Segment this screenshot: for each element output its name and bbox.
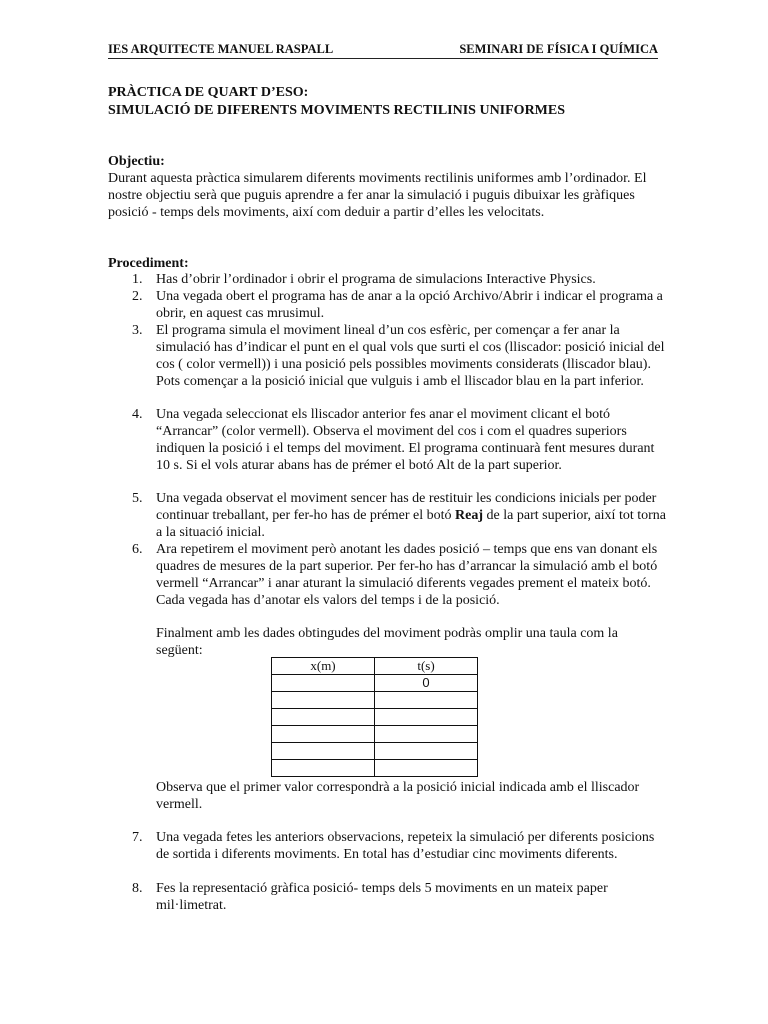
table-cell [272,692,375,709]
step-number: 3. [132,323,143,338]
column-header-time: t(s) [375,658,478,675]
step-number: 8. [132,881,143,896]
procedure-step [108,829,668,863]
procedure-step [108,322,668,390]
step-number: 7. [132,830,143,845]
reaj-button-name: Reaj [455,508,484,523]
data-table [271,657,478,777]
table-cell [272,709,375,726]
table-cell [375,726,478,743]
procedure-step [108,271,668,288]
department-name: SEMINARI DE FÍSICA I QUÍMICA [459,42,658,56]
table-cell [375,743,478,760]
step-number: 1. [132,272,143,287]
step-text: Una vegada obert el programa has de anar a la opció Archivo/Abrir i indicar el programa a obrir, en aquest cas mrusimul. [156,289,663,321]
school-name: IES ARQUITECTE MANUEL RASPALL [108,42,334,56]
title-line-2: SIMULACIÓ DE DIFERENTS MOVIMENTS RECTILINIS UNIFORMES [108,103,566,118]
procedure-step [108,288,668,322]
procedure-step [108,541,668,609]
procedure-heading: Procediment: [108,256,189,271]
step-number: 6. [132,542,143,557]
step-text-part: Una vegada observat el moviment sencer has de restituir les condicions inicials per poder continuar treballant, per fer-ho has de prémer el botó [156,491,657,523]
step-number: 4. [132,407,143,422]
table-cell [375,692,478,709]
procedure-step [108,490,668,541]
step-text: Una vegada seleccionat els lliscador anterior fes anar el moviment clicant el botó “Arrancar” (color vermell). Observa el moviment del cos i com el quadres superiors indiquen la posició i el temps del moviment. El programa continuarà fent mesures durant 10 s. Si el vols aturar abans has de prémer el botó Alt de la part superior. [156,407,655,473]
procedure-step [108,880,668,914]
step-text-part: de la part superior, així tot torna a la situació inicial. [156,508,666,540]
objective-heading: Objectiu: [108,154,165,169]
table-row [272,726,478,743]
table-row [272,692,478,709]
table-note: Observa que el primer valor correspondrà a la posició inicial indicada amb el lliscador vermell. [156,780,640,812]
step-text [156,490,668,541]
step-text: Ara repetirem el moviment però anotant les dades posició – temps que ens van donant els quadres de mesures de la part superior. Per fer-ho has d’arrancar la simulació amb el botó vermell “Arrancar” i anar aturant la simulació diferents vegades prement el mateix botó. Cada vegada has d’anotar els valors del temps i de la posició. [156,542,658,608]
objective-text: Durant aquesta pràctica simularem diferents moviments rectilinis uniformes amb l’ordinador. El nostre objectiu serà que puguis aprendre a fer anar la simulació i puguis dibuixar les gràfiques posició - temps dels moviments, així com deduir a partir d’elles les velocitats. [108,171,647,220]
document-title [108,84,668,120]
step-number: 5. [132,491,143,506]
page-header [108,42,658,59]
table-cell: 0 [375,675,478,692]
table-row [272,743,478,760]
table-row [272,760,478,777]
step-text: El programa simula el moviment lineal d’un cos esfèric, per començar a fer anar la simulació has d’indicar el punt en el qual vols que surti el cos (lliscador: posició inicial del cos ( color vermell)) i una posició pels possibles moviments considerats (lliscador blau). Pots començar a la posició inicial que vulguis i amb el lliscador blau en la part inferior. [156,323,665,389]
table-cell [375,760,478,777]
table-row [272,675,478,692]
table-cell [272,743,375,760]
table-cell [272,726,375,743]
title-line-1: PRÀCTICA DE QUART D’ESO: [108,85,309,100]
step-number: 2. [132,289,143,304]
table-header-row [272,658,478,675]
table-cell [272,760,375,777]
step-text: Una vegada fetes les anteriors observacions, repeteix la simulació per diferents posicions de sortida i diferents moviments. En total has d’estudiar cinc moviments diferents. [156,830,655,862]
column-header-position: x(m) [272,658,375,675]
step-text: Fes la representació gràfica posició- temps dels 5 moviments en un mateix paper mil·limetrat. [156,881,608,913]
step-text: Has d’obrir l’ordinador i obrir el programa de simulacions Interactive Physics. [156,272,596,287]
procedure-step [108,406,668,474]
table-cell [272,675,375,692]
table-cell [375,709,478,726]
table-intro: Finalment amb les dades obtingudes del moviment podràs omplir una taula com la següent: [156,626,618,658]
table-row [272,709,478,726]
